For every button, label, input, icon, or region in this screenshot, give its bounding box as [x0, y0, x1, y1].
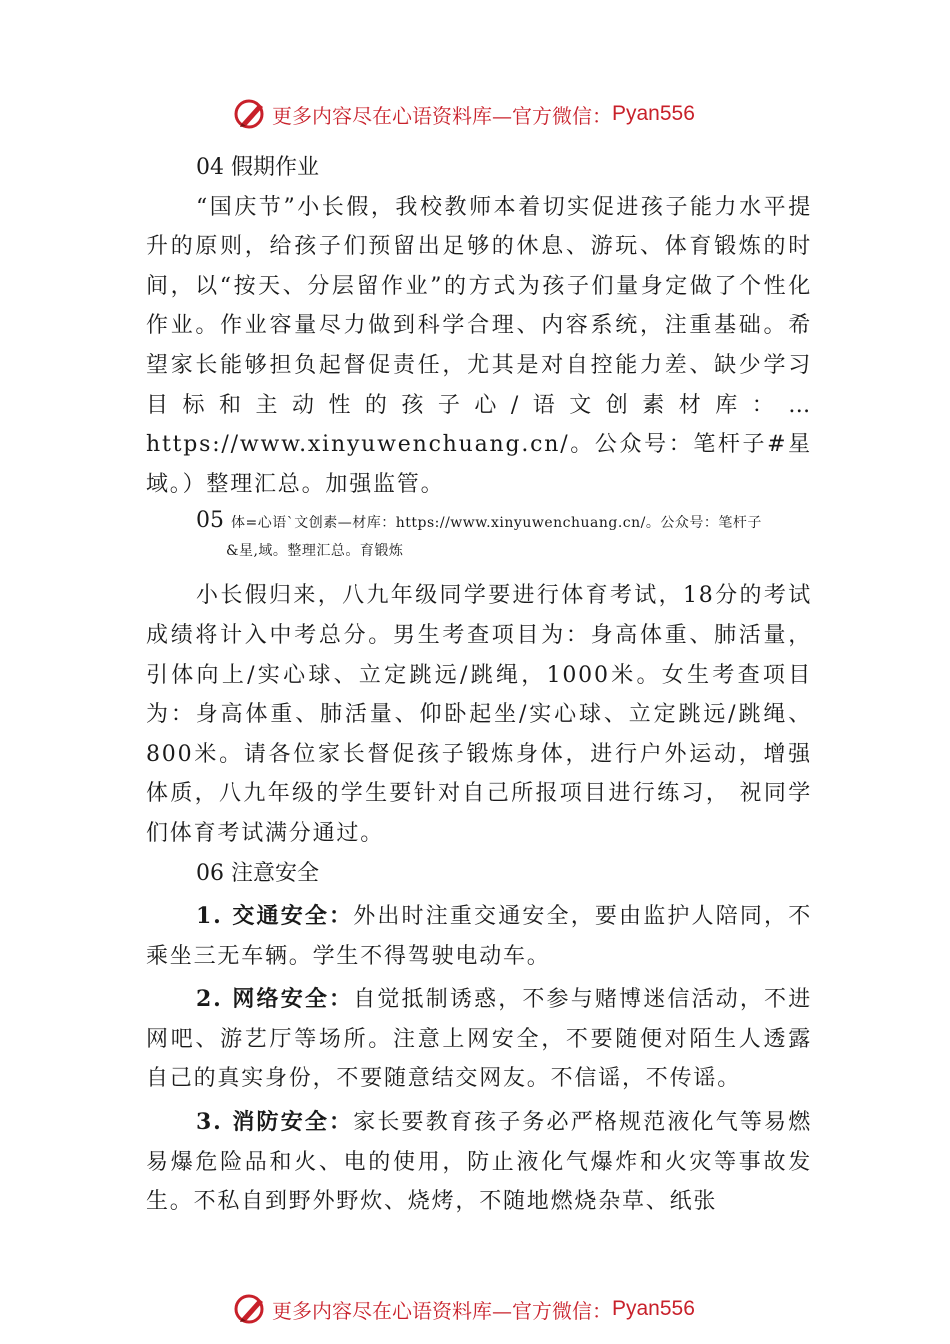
safety-item-fire: [146, 1103, 812, 1222]
section-04-paragraph: “国庆节”小长假，我校教师本着切实促进孩子能力水平提升的原则，给孩子们预留出足够的休息、游玩、体育锻炼的时间，以“按天、分层留作业”的方式为孩子们量身定做了个性化作业。作业容量尽力做到科学合理、内容系统，注重基础。希望家长能够担负起督促责任，尤其是对自控能力差、缺少学习目标和主动性的孩子心/语文创素材库：…https://www.xinyuwenchuang.cn/。公众号：笔杆子#星域。）整理汇总。加强监管。: [146, 194, 812, 497]
section-05-paragraph: 小长假归来，八九年级同学要进行体育考试，18分的考试成绩将计入中考总分。男生考查项目为：身高体重、肺活量，引体向上/实心球、立定跳远/跳绳，1000米。女生考查项目为：身高体重、肺活量、仰卧起坐/实心球、立定跳远/跳绳、800米。请各位家长督促孩子锻炼身体，进行户外运动，增强体质，八九年级的学生要针对自己所报项目进行练习， 祝同学们体育考试满分通过。: [146, 583, 812, 846]
banner-wechat-id: Pyan556: [612, 102, 695, 125]
safety-item-network: [146, 980, 812, 1099]
section-05-title-line1: 体=心语`文创素—材库：https://www.xinyuwenchuang.cn/。公众号：笔杆子: [231, 515, 762, 532]
section-05-title-line2: &星,域。整理汇总。育锻炼: [226, 543, 404, 560]
section-05-number: 05: [196, 508, 224, 534]
header-banner: [232, 94, 732, 134]
banner-text: 更多内容尽在心语资料库—官方微信：: [272, 1298, 612, 1323]
section-05-title: [146, 506, 812, 566]
banner-text: 更多内容尽在心语资料库—官方微信：: [272, 103, 612, 128]
pen-logo-icon: [232, 1291, 268, 1327]
safety-item-text: 家长要教育孩子务必严格规范液化气等易燃易爆危险品和火、电的使用，防止液化气爆炸和火灾等事故发生。不私自到野外野炊、烧烤，不随地燃烧杂草、纸张: [146, 1110, 812, 1215]
section-06-title: 06 注意安全: [196, 860, 319, 886]
document-body: [146, 148, 812, 1222]
pen-logo-icon: [232, 96, 268, 132]
section-04-title: 04 假期作业: [196, 155, 319, 180]
safety-item-text: 外出时注重交通安全，要由监护人陪同，不乘坐三无车辆。学生不得驾驶电动车。: [146, 904, 812, 969]
safety-item-label: 2. 网络安全：: [196, 986, 354, 1013]
safety-item-label: 1. 交通安全：: [196, 903, 354, 930]
banner-wechat-id: Pyan556: [612, 1297, 695, 1320]
footer-banner: [232, 1289, 732, 1329]
safety-item-text: 自觉抵制诱惑，不参与赌博迷信活动，不进网吧、游艺厅等场所。注意上网安全，不要随便对陌生人透露自己的真实身份，不要随意结交网友。不信谣，不传谣。: [146, 987, 812, 1092]
safety-item-traffic: [146, 897, 812, 976]
safety-item-label: 3. 消防安全：: [196, 1109, 354, 1136]
